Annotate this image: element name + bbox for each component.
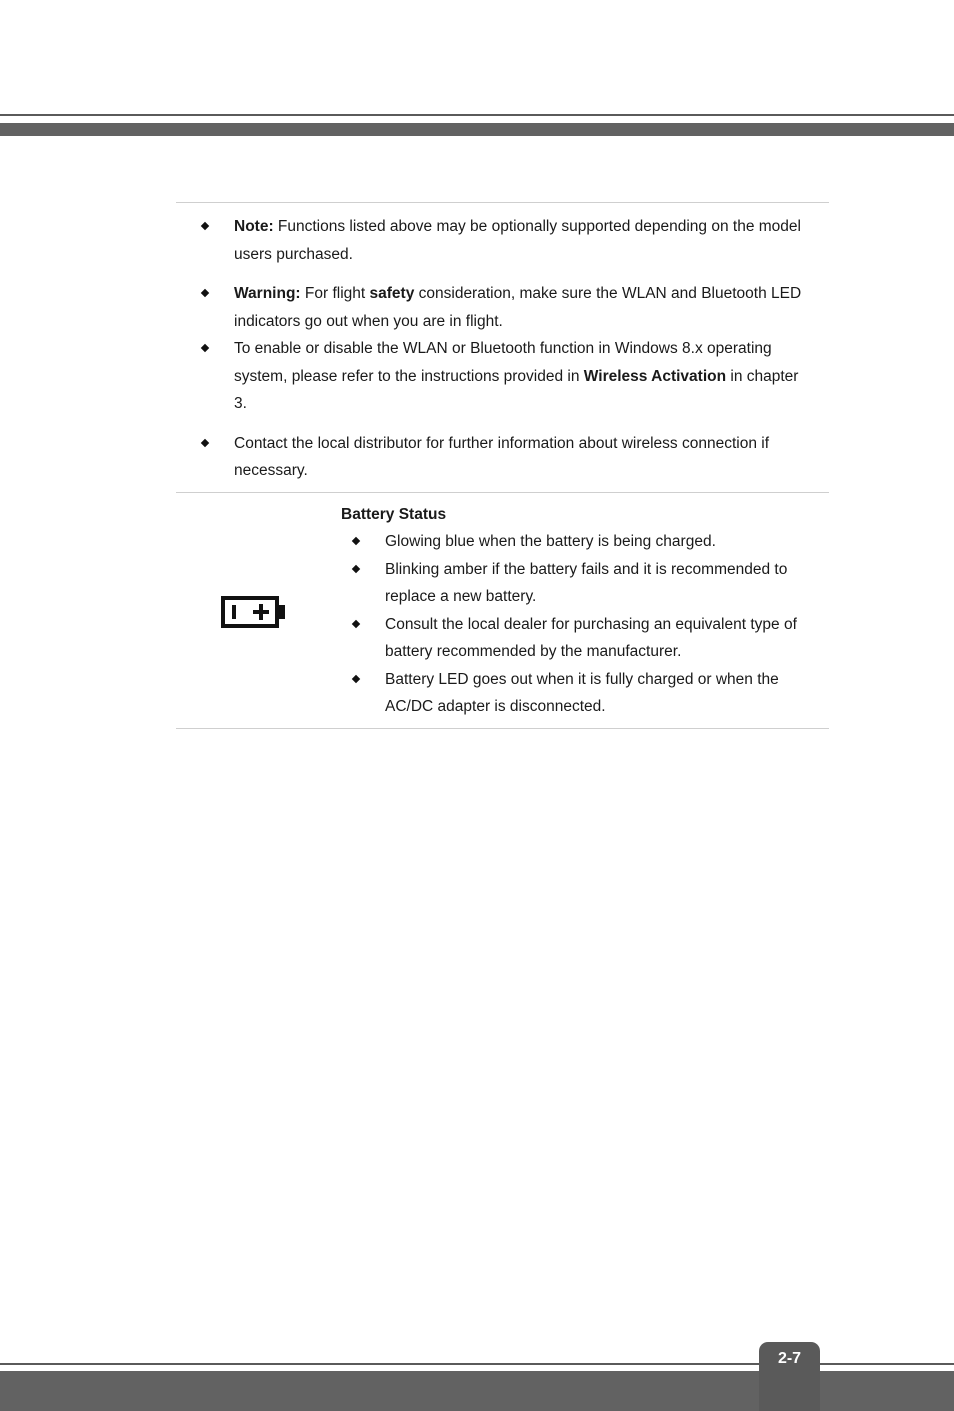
diamond-bullet-icon xyxy=(352,564,360,572)
warning-text-pre: For flight xyxy=(300,285,370,302)
note-item xyxy=(202,213,809,268)
battery-status-row xyxy=(176,493,829,728)
battery-item xyxy=(353,666,823,721)
warning-lead: Warning: xyxy=(234,285,301,302)
distributor-text: Contact the local distributor for further information about wireless connection if necessary. xyxy=(234,434,770,479)
wlan-text-pre: To enable or disable the WLAN or Bluetooth function in Windows 8.x operating system, please refer to the instructions provided in xyxy=(234,340,772,385)
warning-item xyxy=(202,280,809,335)
diamond-bullet-icon xyxy=(352,674,360,682)
wlan-text-post: in chapter 3. xyxy=(234,367,799,412)
header-line xyxy=(0,114,954,116)
wlan-strong: Wireless Activation xyxy=(583,367,727,385)
battery-item xyxy=(353,556,823,611)
battery-item xyxy=(353,611,823,666)
battery-title: Battery Status xyxy=(341,505,447,523)
warning-strong: safety xyxy=(369,285,415,302)
diamond-bullet-icon xyxy=(201,222,209,230)
battery-list xyxy=(353,528,823,721)
warning-text-post: consideration, make sure the WLAN and Bluetooth LED indicators go out when you are in flight. xyxy=(234,285,802,330)
battery-item-text: Glowing blue when the battery is being charged. xyxy=(385,533,716,550)
note-lead: Note: xyxy=(234,218,274,235)
distributor-item xyxy=(202,430,809,485)
diamond-bullet-icon xyxy=(201,289,209,297)
diamond-bullet-icon xyxy=(201,344,209,352)
battery-item-text: Battery LED goes out when it is fully charged or when the AC/DC adapter is disconnected. xyxy=(385,670,779,715)
content-table xyxy=(176,202,829,729)
battery-item xyxy=(353,528,823,556)
battery-item-text: Consult the local dealer for purchasing an equivalent type of battery recommended by the manufacturer. xyxy=(385,615,797,660)
note-text: Functions listed above may be optionally supported depending on the model users purchased. xyxy=(234,218,801,263)
wlan-item xyxy=(202,335,809,418)
battery-item-text: Blinking amber if the battery fails and it is recommended to replace a new battery. xyxy=(385,560,788,605)
diamond-bullet-icon xyxy=(352,537,360,545)
battery-description xyxy=(341,501,823,721)
notes-section xyxy=(176,203,829,492)
diamond-bullet-icon xyxy=(352,619,360,627)
battery-charging-icon xyxy=(221,596,287,628)
page-number: 2-7 xyxy=(777,1350,802,1367)
diamond-bullet-icon xyxy=(201,438,209,446)
header-bar xyxy=(0,123,954,136)
bottom-rule xyxy=(176,728,829,729)
